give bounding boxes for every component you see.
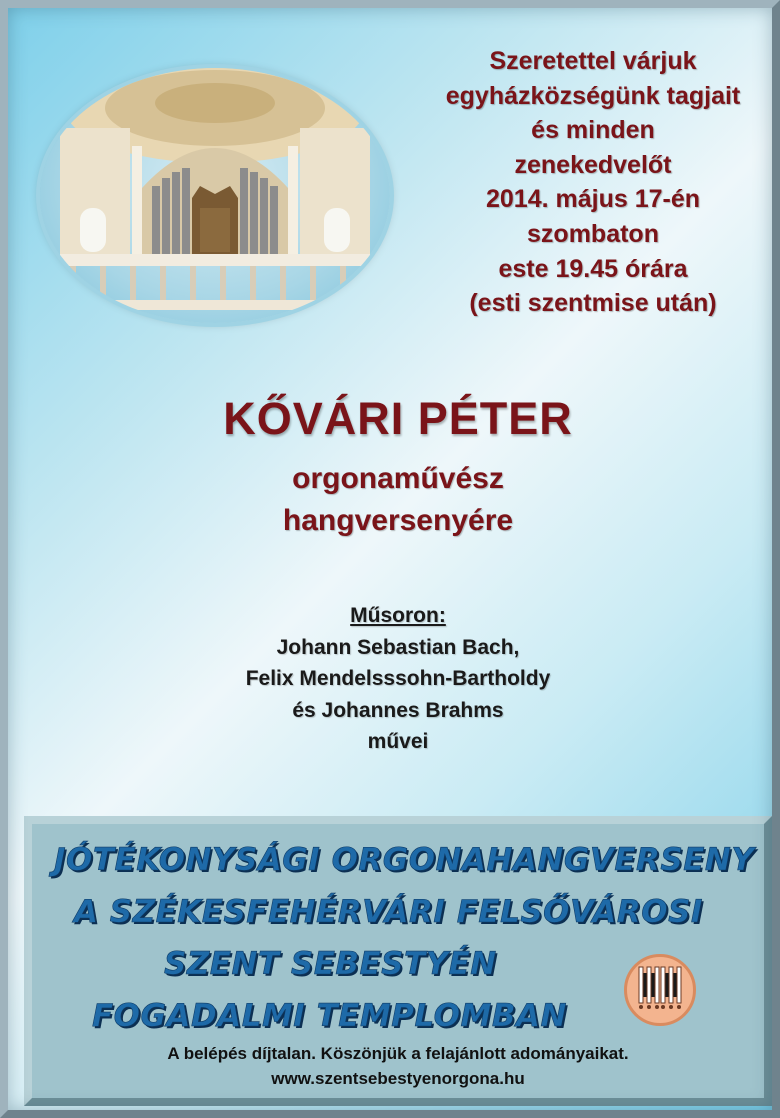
artist-name: KŐVÁRI PÉTER <box>223 393 573 444</box>
invitation-line: Szeretettel várjuk <box>489 47 697 75</box>
program-line: Johann Sebastian Bach, <box>276 635 520 659</box>
invitation-line: zenekedvelőt <box>514 150 672 179</box>
invitation-line: egyházközségünk tagjait <box>445 81 741 110</box>
panel-title-line: A SZÉKESFEHÉRVÁRI FELSŐVÁROSI <box>74 894 703 930</box>
artist-role-line: orgonaművész <box>292 462 504 495</box>
admission-note: A belépés díjtalan. Köszönjük a felajánlott adományaikat. <box>167 1044 629 1063</box>
program-heading: Műsoron: <box>350 604 446 627</box>
invitation-line: és minden <box>531 116 655 145</box>
panel-title-line: FOGADALMI TEMPLOMBAN <box>92 998 567 1034</box>
program-line: művei <box>367 730 429 753</box>
program-line: Felix Mendelsssohn-Bartholdy <box>245 667 551 690</box>
invitation-date: 2014. május 17-én <box>485 185 700 214</box>
artist-role <box>8 458 780 542</box>
panel-title-line: JÓTÉKONYSÁGI ORGONAHANGVERSENY <box>54 842 755 878</box>
panel-title-line: SZENT SEBESTYÉN <box>164 946 497 982</box>
church-organ-photo <box>40 68 390 323</box>
invitation-note: (esti szentmise után) <box>469 289 717 318</box>
bottom-panel <box>24 816 772 1106</box>
program <box>8 600 780 758</box>
artist-role-line: hangversenyére <box>282 504 514 537</box>
invitation-day: szombaton <box>527 219 659 248</box>
organ-pipes-logo <box>624 954 696 1026</box>
website-link[interactable]: www.szentsebestyenorgona.hu <box>271 1069 525 1088</box>
program-line: és Johannes Brahms <box>292 698 504 722</box>
invitation-text <box>408 44 778 321</box>
invitation-time: este 19.45 órára <box>498 254 688 283</box>
